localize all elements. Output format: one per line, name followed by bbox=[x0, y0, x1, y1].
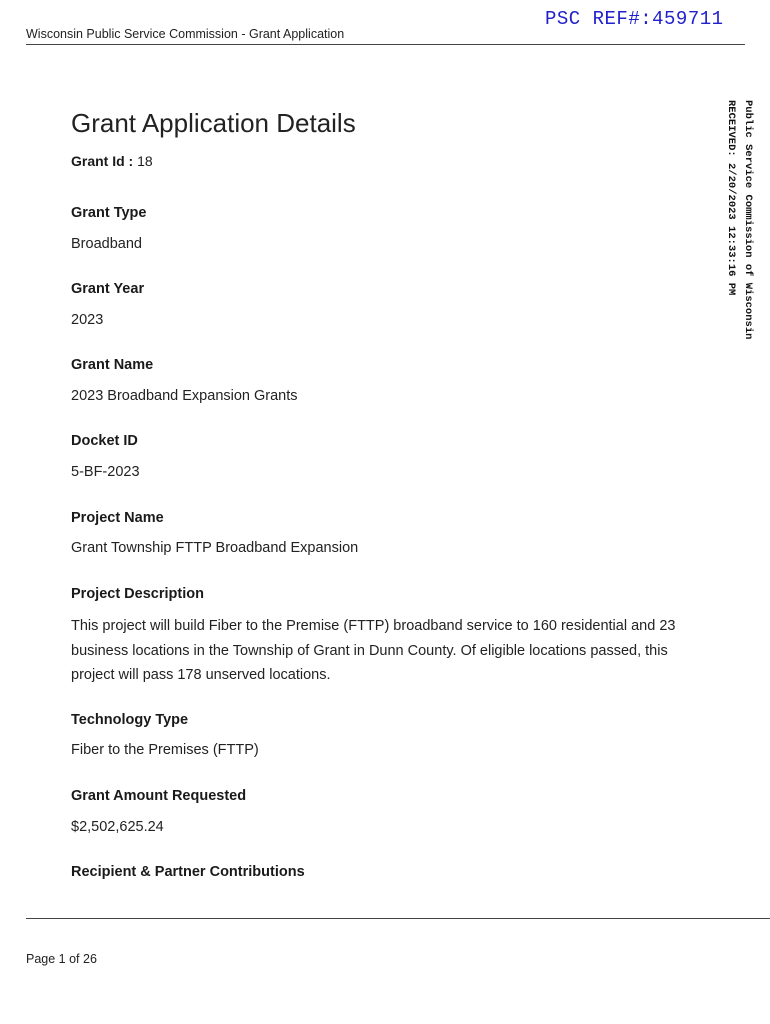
project-name-label: Project Name bbox=[71, 510, 164, 526]
grant-name-value: 2023 Broadband Expansion Grants bbox=[71, 388, 298, 404]
page-number: Page 1 of 26 bbox=[26, 952, 97, 966]
grant-id-label: Grant Id : bbox=[71, 153, 134, 169]
received-stamp-line2: RECEIVED: 2/20/2023 12:33:16 PM bbox=[725, 100, 737, 296]
contributions-label: Recipient & Partner Contributions bbox=[71, 864, 305, 880]
project-description-label: Project Description bbox=[71, 586, 204, 602]
grant-id-value: 18 bbox=[137, 153, 153, 169]
technology-type-value: Fiber to the Premises (FTTP) bbox=[71, 742, 259, 758]
grant-name-label: Grant Name bbox=[71, 357, 154, 373]
header-title: Wisconsin Public Service Commission - Grant Application bbox=[26, 27, 345, 41]
grant-id bbox=[71, 153, 153, 169]
technology-type-label: Technology Type bbox=[71, 712, 189, 728]
project-description-value: This project will build Fiber to the Premise (FTTP) broadband service to 160 residential and 23 business locations in the Township of Grant in Dunn County. Of eligible locations passed, this project will pass 178 unserved locations. bbox=[71, 618, 676, 683]
footer-divider bbox=[26, 918, 770, 919]
received-stamp-line1: Public Service Commission of Wisconsin bbox=[742, 100, 754, 340]
grant-year-label: Grant Year bbox=[71, 281, 145, 297]
grant-type-label: Grant Type bbox=[71, 205, 147, 221]
received-stamp bbox=[722, 100, 756, 339]
grant-type-value: Broadband bbox=[71, 236, 142, 252]
docket-id-value: 5-BF-2023 bbox=[71, 464, 140, 480]
psc-ref-stamp: PSC REF#:459711 bbox=[545, 8, 724, 30]
header-divider bbox=[26, 44, 745, 45]
grant-amount-label: Grant Amount Requested bbox=[71, 788, 247, 804]
grant-year-value: 2023 bbox=[71, 312, 104, 328]
docket-id-label: Docket ID bbox=[71, 433, 138, 449]
project-name-value: Grant Township FTTP Broadband Expansion bbox=[71, 540, 359, 556]
page-title: Grant Application Details bbox=[71, 108, 356, 138]
grant-amount-value: $2,502,625.24 bbox=[71, 819, 164, 835]
